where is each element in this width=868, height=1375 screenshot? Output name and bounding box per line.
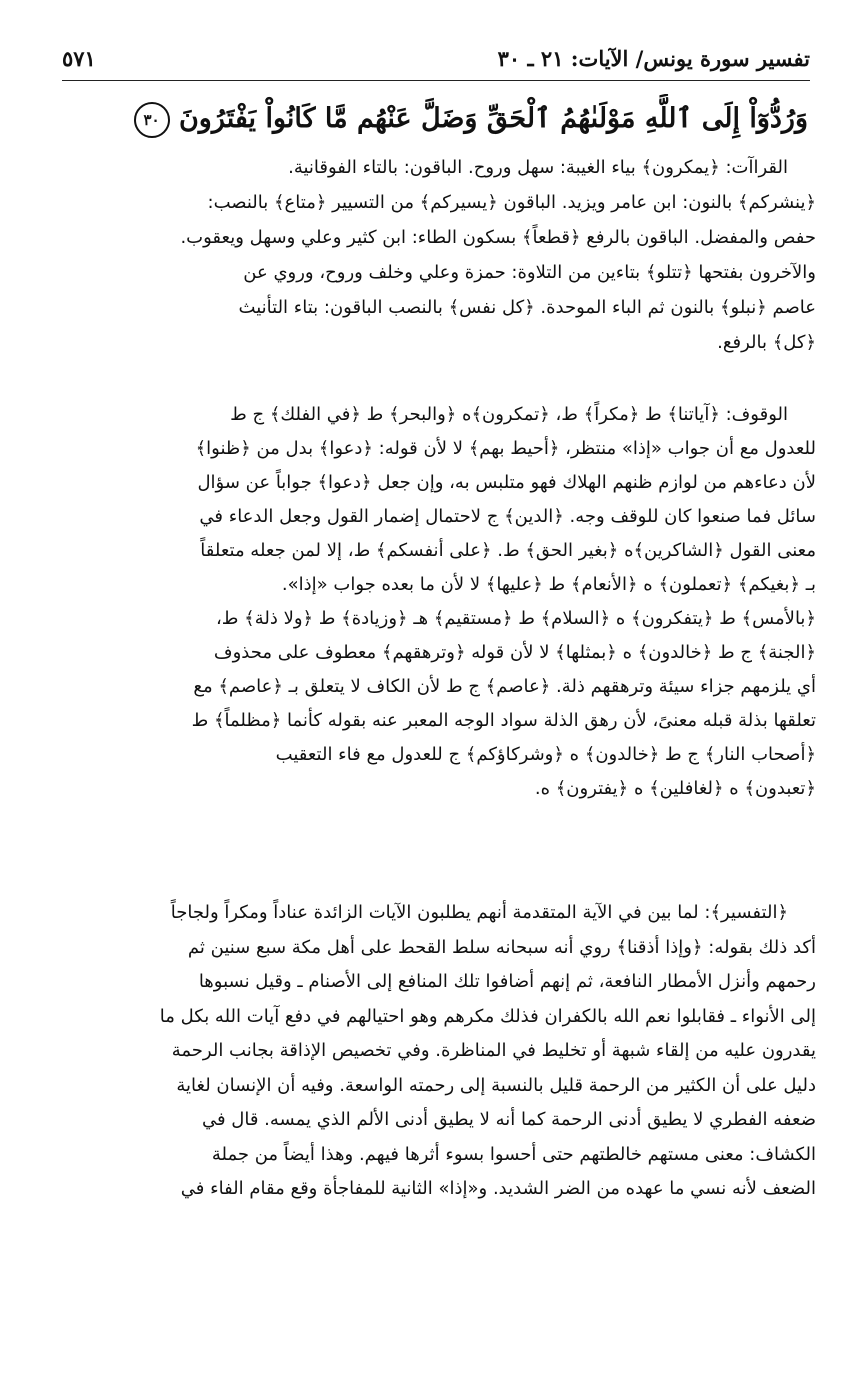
running-head: تفسير سورة يونس/ الآيات: ٢١ ـ ٣٠ bbox=[497, 46, 810, 71]
tafsir-line: يقدرون عليه من إلقاء شبهة أو تخليط في المناظرة. وفي تخصيص الإذاقة بجانب الرحمة bbox=[171, 1040, 816, 1061]
tafsir-line: الكشاف: معنى مستهم خالطتهم حتى أحسوا بسوء أثرها فيهم. وهذا أيضاً من جملة bbox=[211, 1143, 816, 1165]
wuquf-line: تعلقها بذلة قبله معنىً، لأن رهق الذلة سواد الوجه المعبر عنه بقوله كأنما ﴿مظلماً﴾ ط bbox=[191, 710, 816, 731]
page-number: ٥٧١ bbox=[62, 46, 96, 71]
wuquf-line: ﴿الجنة﴾ ج ط ﴿خالدون﴾ ه ﴿بمثلها﴾ لا لأن قوله ﴿وترهقهم﴾ معطوف على محذوف bbox=[213, 642, 816, 663]
tafsir-section bbox=[66, 896, 816, 1207]
verse-number-marker: ٣٠ bbox=[134, 102, 170, 138]
wuquf-line: الوقوف: ﴿آياتنا﴾ ط ﴿مكراً﴾ ط، ﴿تمكرون﴾ه ﴿والبحر﴾ ط ﴿في الفلك﴾ ج ط bbox=[230, 404, 788, 425]
tafsir-line: ضعفه الفطري لا يطيق أدنى الرحمة كما أنه لا يطيق أدنى الألم الذي يمسه. قال في bbox=[201, 1109, 816, 1130]
page-header bbox=[62, 40, 810, 81]
tafsir-line: ﴿التفسير﴾: لما بين في الآية المتقدمة أنهم يطلبون الآيات الزائدة عناداً ومكراً ولجاجاً bbox=[170, 902, 788, 923]
tafsir-line: رحمهم وأنزل الأمطار النافعة، ثم إنهم أضافوا تلك المنافع إلى الأصنام ـ وقيل نسبوها bbox=[198, 971, 816, 992]
tafsir-line: دليل على أن الكثير من الرحمة قليل بالنسبة إلى رحمته الواسعة. وفيه أن الإنسان لغاية bbox=[176, 1074, 816, 1096]
qiraat-line: ﴿كل﴾ بالرفع. bbox=[717, 332, 816, 353]
qiraat-line: ﴿ينشركم﴾ بالنون: ابن عامر ويزيد. الباقون ﴿يسيركم﴾ من التسيير ﴿متاع﴾ بالنصب: bbox=[207, 192, 816, 213]
wuquf-line: لأن دعاءهم من لوازم ظنهم الهلاك فهو متلبس به، وإن جعل ﴿دعوا﴾ جواباً عن سؤال bbox=[197, 472, 816, 493]
qiraat-line: حفص والمفضل. الباقون بالرفع ﴿قطعاً﴾ بسكون الطاء: ابن كثير وعلي وسهل ويعقوب. bbox=[180, 227, 816, 248]
wuquf-section bbox=[66, 398, 816, 806]
tafsir-line: الضعف لأنه نسي ما عهده من الضر الشديد. و«إذا» الثانية للمفاجأة وقع مقام الفاء في bbox=[180, 1178, 816, 1199]
qiraat-line: عاصم ﴿نبلو﴾ بالنون ثم الباء الموحدة. ﴿كل نفس﴾ بالنصب الباقون: بتاء التأنيث bbox=[238, 297, 816, 318]
qiraat-line: القراآت: ﴿يمكرون﴾ بياء الغيبة: سهل وروح. الباقون: بالتاء الفوقانية. bbox=[288, 157, 788, 178]
tafsir-line: إلى الأنواء ـ فقابلوا نعم الله بالكفران فذلك مكرهم وهو احتيالهم في دفع آيات الله بكل ما bbox=[159, 1005, 816, 1027]
wuquf-line: معنى القول ﴿الشاكرين﴾ه ﴿بغير الحق﴾ ط. ﴿على أنفسكم﴾ ط، إلا لمن جعله متعلقاً bbox=[200, 540, 816, 561]
tafsir-line: أكد ذلك بقوله: ﴿وإذا أذقنا﴾ روي أنه سبحانه سلط القحط على أهل مكة سبع سنين ثم bbox=[187, 936, 816, 958]
verse-text: وَرُدُّوٓاْ إِلَى ٱللَّهِ مَوْلَىٰهُمُ ٱلْحَقِّ وَضَلَّ عَنْهُم مَّا كَانُواْ يَفْتَرُونَ bbox=[178, 103, 808, 134]
wuquf-line: للعدول مع أن جواب «إذا» منتظر، ﴿أحيط بهم﴾ لا لأن قوله: ﴿دعوا﴾ بدل من ﴿ظنوا﴾ bbox=[195, 438, 816, 459]
wuquf-line: ﴿أصحاب النار﴾ ج ط ﴿خالدون﴾ ه ﴿وشركاؤكم﴾ ج للعدول مع فاء التعقيب bbox=[275, 744, 816, 765]
wuquf-line: بـ ﴿بغيكم﴾ ﴿تعملون﴾ ه ﴿الأنعام﴾ ط ﴿عليها﴾ لا لأن ما بعده جواب «إذا». bbox=[281, 574, 816, 595]
wuquf-line: سائل فما صنعوا كان للوقف وجه. ﴿الدين﴾ ج لاحتمال إضمار القول وجعل الدعاء في bbox=[199, 506, 816, 527]
quran-verse bbox=[60, 94, 808, 144]
wuquf-line: ﴿بالأمس﴾ ط ﴿يتفكرون﴾ ه ﴿السلام﴾ ط ﴿مستقيم﴾ هـ ﴿وزيادة﴾ ط ﴿ولا ذلة﴾ ط، bbox=[215, 608, 816, 629]
wuquf-line: أي يلزمهم جزاء سيئة وترهقهم ذلة. ﴿عاصم﴾ ج ط لأن الكاف لا يتعلق بـ ﴿عاصم﴾ مع bbox=[193, 676, 816, 697]
qiraat-line: والآخرون بفتحها ﴿تتلو﴾ بتاءين من التلاوة: حمزة وعلي وخلف وروح، وروي عن bbox=[243, 262, 816, 283]
wuquf-line: ﴿تعبدون﴾ ه ﴿لغافلين﴾ ه ﴿يفترون﴾ ه. bbox=[534, 778, 816, 799]
qiraat-section bbox=[66, 150, 816, 360]
